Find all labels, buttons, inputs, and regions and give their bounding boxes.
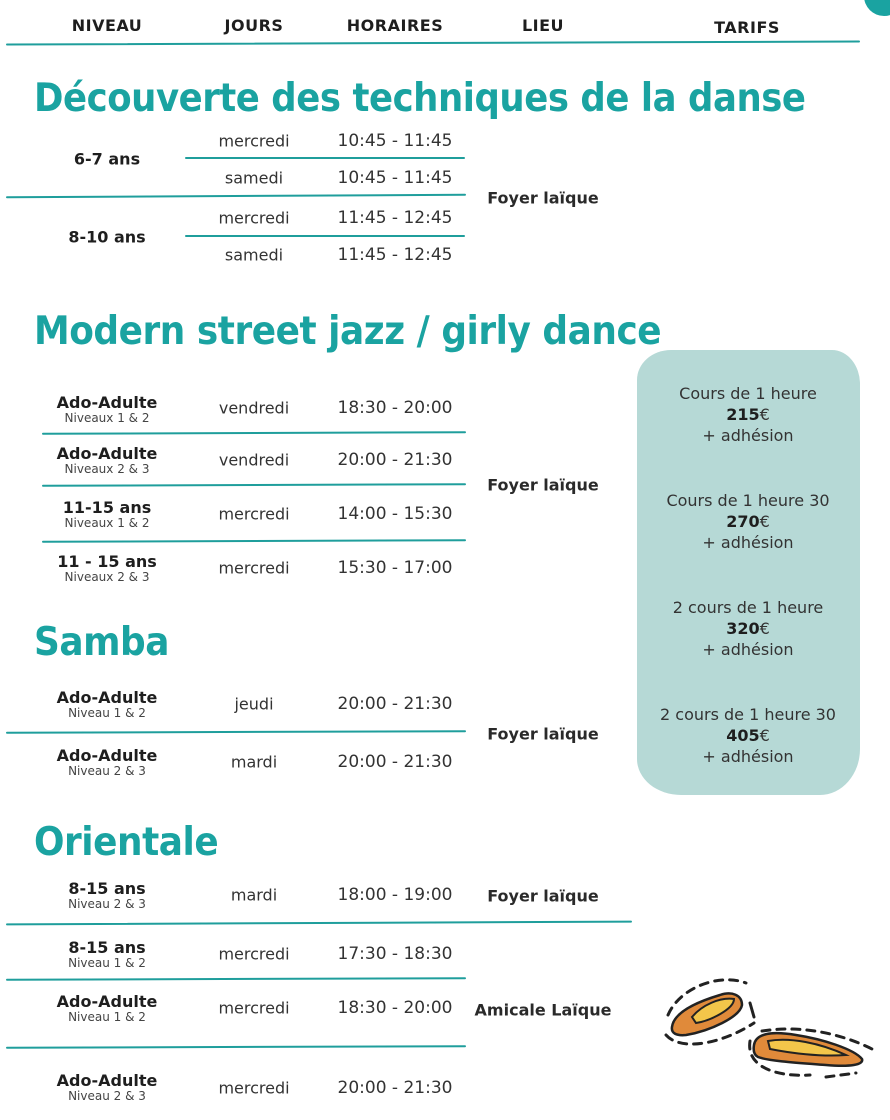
- level-sublabel: Niveau 1 & 2: [68, 956, 146, 970]
- day-cell: mardi: [230, 752, 278, 772]
- header-jours: JOURS: [224, 16, 284, 35]
- day-cell: mardi: [230, 885, 278, 905]
- day-cell: mercredi: [218, 131, 290, 151]
- day-cell: mercredi: [218, 1078, 290, 1098]
- level-label: 8-15 ans: [68, 879, 146, 898]
- time-cell: 10:45 - 11:45: [337, 168, 453, 188]
- place-orientale-1: Foyer laïque: [487, 886, 599, 906]
- row-divider: [42, 431, 466, 434]
- tarif-label: 2 cours de 1 heure 30: [660, 705, 836, 724]
- level-cell: [63, 498, 151, 530]
- level-cell: [57, 992, 158, 1024]
- row-divider: [6, 921, 632, 926]
- row-divider: [42, 483, 466, 486]
- row-divider: [6, 730, 466, 734]
- day-cell: mercredi: [218, 944, 290, 964]
- day-cell: mercredi: [218, 558, 290, 578]
- level-label: 11 - 15 ans: [57, 552, 157, 571]
- level-cell: [57, 393, 158, 425]
- group-divider: [6, 194, 466, 198]
- tarif-price-line: [633, 725, 863, 746]
- place-samba: Foyer laïque: [487, 724, 599, 744]
- place-modern: Foyer laïque: [487, 475, 599, 495]
- header-lieu: LIEU: [521, 16, 565, 35]
- tarif-extra: + adhésion: [702, 747, 794, 766]
- level-cell: [68, 938, 146, 970]
- level-cell: [57, 688, 158, 720]
- level-sublabel: Niveau 2 & 3: [68, 764, 146, 778]
- level-sublabel: Niveaux 1 & 2: [64, 411, 150, 425]
- tarif-label: 2 cours de 1 heure: [672, 598, 824, 617]
- level-sublabel: Niveaux 2 & 3: [64, 462, 150, 476]
- level-cell: [57, 444, 158, 476]
- tarif-item: [633, 704, 863, 767]
- tarif-currency: €: [759, 512, 770, 531]
- level-label: Ado-Adulte: [56, 992, 158, 1011]
- level-label: Ado-Adulte: [56, 688, 158, 707]
- time-cell: 15:30 - 17:00: [337, 558, 453, 578]
- place-orientale-2: Amicale Laïque: [474, 1000, 612, 1020]
- level-sublabel: Niveaux 1 & 2: [64, 516, 150, 530]
- day-cell: vendredi: [218, 398, 290, 418]
- section-title-modern: Modern street jazz / girly dance: [34, 309, 662, 354]
- time-cell: 11:45 - 12:45: [337, 208, 453, 228]
- section-title-samba: Samba: [34, 620, 170, 665]
- tarif-extra: + adhésion: [702, 426, 794, 445]
- tarif-price: 320: [726, 619, 760, 638]
- tarif-label: Cours de 1 heure: [679, 384, 817, 403]
- level-sublabel: Niveau 2 & 3: [68, 897, 146, 911]
- corner-decoration: [864, 0, 890, 16]
- tarif-price: 215: [726, 405, 760, 424]
- day-cell: samedi: [224, 245, 284, 265]
- level-sublabel: Niveau 1 & 2: [68, 1010, 146, 1024]
- day-cell: mercredi: [218, 504, 290, 524]
- tarif-price-line: [633, 618, 863, 639]
- tarif-price: 405: [726, 726, 760, 745]
- time-cell: 10:45 - 11:45: [337, 131, 453, 151]
- time-cell: 20:00 - 21:30: [337, 1078, 453, 1098]
- time-cell: 20:00 - 21:30: [337, 450, 453, 470]
- section-title-decouverte: Découverte des techniques de la danse: [34, 76, 806, 121]
- tarif-currency: €: [759, 619, 770, 638]
- tarif-extra: + adhésion: [702, 640, 794, 659]
- tarif-label: Cours de 1 heure 30: [666, 491, 830, 510]
- header-horaires: HORAIRES: [346, 16, 444, 35]
- level-sublabel: Niveaux 2 & 3: [64, 570, 150, 584]
- day-cell: samedi: [224, 168, 284, 188]
- day-cell: mercredi: [218, 208, 290, 228]
- row-divider: [42, 539, 466, 542]
- row-divider: [6, 977, 466, 981]
- level-label: Ado-Adulte: [56, 1071, 158, 1090]
- row-divider: [185, 157, 465, 159]
- level-cell: [57, 1071, 158, 1103]
- time-cell: 11:45 - 12:45: [337, 245, 453, 265]
- level-label: 8-15 ans: [68, 938, 146, 957]
- header-divider: [6, 41, 860, 46]
- time-cell: 20:00 - 21:30: [337, 694, 453, 714]
- time-cell: 18:30 - 20:00: [337, 398, 453, 418]
- level-cell: [57, 746, 158, 778]
- day-cell: jeudi: [234, 694, 274, 714]
- level-6-7: 6-7 ans: [73, 149, 141, 169]
- time-cell: 18:00 - 19:00: [337, 885, 453, 905]
- section-title-orientale: Orientale: [34, 820, 219, 865]
- tarif-price-line: [633, 511, 863, 532]
- time-cell: 17:30 - 18:30: [337, 944, 453, 964]
- time-cell: 20:00 - 21:30: [337, 752, 453, 772]
- tarif-price-line: [633, 404, 863, 425]
- time-cell: 14:00 - 15:30: [337, 504, 453, 524]
- tarif-item: [633, 597, 863, 660]
- level-label: 11-15 ans: [62, 498, 152, 517]
- level-sublabel: Niveau 1 & 2: [68, 706, 146, 720]
- level-cell: [57, 552, 157, 584]
- tarif-item: [633, 490, 863, 553]
- tarif-price: 270: [726, 512, 760, 531]
- place-decouverte: Foyer laïque: [487, 188, 599, 208]
- day-cell: mercredi: [218, 998, 290, 1018]
- header-tarifs: TARIFS: [714, 18, 780, 37]
- row-divider: [6, 1045, 466, 1049]
- header-niveau: NIVEAU: [71, 16, 143, 35]
- tarif-currency: €: [759, 405, 770, 424]
- ballet-flats-shoes-icon: [650, 965, 880, 1090]
- tarif-item: [633, 383, 863, 446]
- level-label: Ado-Adulte: [56, 393, 158, 412]
- day-cell: vendredi: [218, 450, 290, 470]
- level-sublabel: Niveau 2 & 3: [68, 1089, 146, 1103]
- row-divider: [185, 235, 465, 237]
- tarif-currency: €: [759, 726, 770, 745]
- level-label: Ado-Adulte: [56, 444, 158, 463]
- level-label: Ado-Adulte: [56, 746, 158, 765]
- level-8-10: 8-10 ans: [68, 227, 146, 247]
- tarif-extra: + adhésion: [702, 533, 794, 552]
- level-cell: [68, 879, 146, 911]
- time-cell: 18:30 - 20:00: [337, 998, 453, 1018]
